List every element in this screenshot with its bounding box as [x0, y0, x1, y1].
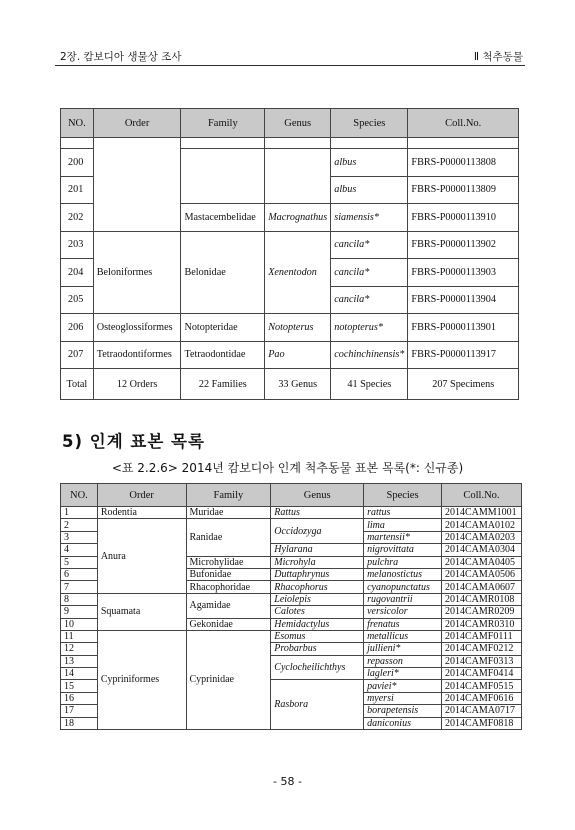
- cell-family: Bufonidae: [186, 568, 271, 580]
- table-row: [61, 519, 522, 531]
- cell-genus: Pao: [265, 341, 331, 369]
- cell-species: rugovantrii: [364, 593, 442, 605]
- cell-collno: 2014CAMA0717: [441, 705, 521, 717]
- cell-no: 200: [61, 149, 94, 177]
- cell-species: albus: [331, 176, 408, 204]
- table-row: [61, 314, 519, 342]
- cell-genus: Rhacophorus: [271, 581, 364, 593]
- table-row: [61, 231, 519, 259]
- col-no: NO.: [61, 484, 98, 507]
- cell-family: Microhylidae: [186, 556, 271, 568]
- cell-species: cancila*: [331, 286, 408, 314]
- cell-collno: 2014CAMF0212: [441, 643, 521, 655]
- col-order: Order: [93, 109, 181, 138]
- cell-collno: 2014CAMF0111: [441, 630, 521, 642]
- table-caption: <표 2.2.6> 2014년 캄보디아 인계 척추동물 표본 목록(*: 신규종): [111, 461, 464, 475]
- total-families: 22 Families: [181, 369, 265, 400]
- cell-no: 12: [61, 643, 98, 655]
- cell-no: 9: [61, 606, 98, 618]
- cell-collno: 2014CAMF0616: [441, 692, 521, 704]
- cell-family: Muridae: [186, 507, 271, 519]
- cell-no: 17: [61, 705, 98, 717]
- cell-family: Gekonidae: [186, 618, 271, 630]
- cell-genus: Notopterus: [265, 314, 331, 342]
- cell-species: versicolor: [364, 606, 442, 618]
- cell-genus: Duttaphrynus: [271, 568, 364, 580]
- table-spacer-row: [61, 138, 519, 149]
- col-genus: Genus: [271, 484, 364, 507]
- cell-no: 5: [61, 556, 98, 568]
- cell-genus: Xenentodon: [265, 231, 331, 314]
- cell-no: 13: [61, 655, 98, 667]
- cell-collno: 2014CAMF0818: [441, 717, 521, 729]
- cell-species: repasson: [364, 655, 442, 667]
- cell-family: Agamidae: [186, 593, 271, 618]
- cell-no: 8: [61, 593, 98, 605]
- col-collno: Coll.No.: [408, 109, 519, 138]
- total-label: Total: [61, 369, 94, 400]
- cell-species: cyanopunctatus: [364, 581, 442, 593]
- cell-order: Tetraodontiformes: [93, 341, 181, 369]
- cell-species: cancila*: [331, 231, 408, 259]
- cell-species: albus: [331, 149, 408, 177]
- cell-collno: FBRS-P0000113904: [408, 286, 519, 314]
- cell-species: paviei*: [364, 680, 442, 692]
- cell-species: borapetensis: [364, 705, 442, 717]
- cell-genus: Macrognathus: [265, 204, 331, 232]
- cell-family: Rhacophoridae: [186, 581, 271, 593]
- table-header-row: [61, 109, 519, 138]
- cell-genus: Esomus: [271, 630, 364, 642]
- total-specimens: 207 Specimens: [408, 369, 519, 400]
- section-title: 5) 인계 표본 목록: [62, 432, 205, 451]
- section-label: Ⅱ 척추동물: [473, 51, 523, 63]
- cell-species: cancila*: [331, 259, 408, 287]
- cell-order: Osteoglossiformes: [93, 314, 181, 342]
- cell-collno: FBRS-P0000113917: [408, 341, 519, 369]
- cell-family: Mastacembelidae: [181, 204, 265, 232]
- cell-collno: 2014CAMF0515: [441, 680, 521, 692]
- cell-family: Cyprinidae: [186, 630, 271, 729]
- cell-species: notopterus*: [331, 314, 408, 342]
- col-no: NO.: [61, 109, 94, 138]
- cell-collno: 2014CAMR0310: [441, 618, 521, 630]
- header-rule: [55, 65, 525, 66]
- table-row: [61, 341, 519, 369]
- page-number: - 58 -: [273, 775, 302, 788]
- cell-no: 202: [61, 204, 94, 232]
- table-total-row: [61, 369, 519, 400]
- cell-species: frenatus: [364, 618, 442, 630]
- cell-no: 207: [61, 341, 94, 369]
- cell-order: Beloniformes: [93, 231, 181, 314]
- col-family: Family: [181, 109, 265, 138]
- cell-species: martensii*: [364, 531, 442, 543]
- cell-collno: 2014CAMA0607: [441, 581, 521, 593]
- cell-collno: 2014CAMR0209: [441, 606, 521, 618]
- cell-genus: Hemidactylus: [271, 618, 364, 630]
- cell-collno: FBRS-P0000113901: [408, 314, 519, 342]
- cell-species: siamensis*: [331, 204, 408, 232]
- cell-genus: Probarbus: [271, 643, 364, 655]
- table-header-row: [61, 484, 522, 507]
- col-species: Species: [331, 109, 408, 138]
- cell-family: Tetraodontidae: [181, 341, 265, 369]
- cell-collno: FBRS-P0000113902: [408, 231, 519, 259]
- cell-species: daniconius: [364, 717, 442, 729]
- cell-collno: 2014CAMA0102: [441, 519, 521, 531]
- col-genus: Genus: [265, 109, 331, 138]
- cell-genus: Leiolepis: [271, 593, 364, 605]
- cell-collno: 2014CAMR0108: [441, 593, 521, 605]
- cell-no: 11: [61, 630, 98, 642]
- cell-family: Ranidae: [186, 519, 271, 556]
- col-family: Family: [186, 484, 271, 507]
- table-row: [61, 507, 522, 519]
- cell-family: Belonidae: [181, 231, 265, 314]
- cell-no: 205: [61, 286, 94, 314]
- cell-no: 7: [61, 581, 98, 593]
- cell-genus: Cyclocheilichthys: [271, 655, 364, 680]
- cell-no: 3: [61, 531, 98, 543]
- specimen-table-2: [60, 483, 522, 730]
- cell-collno: FBRS-P0000113903: [408, 259, 519, 287]
- cell-order: Anura: [97, 519, 186, 593]
- total-orders: 12 Orders: [93, 369, 181, 400]
- table-row: [61, 630, 522, 642]
- cell-no: 18: [61, 717, 98, 729]
- total-genus: 33 Genus: [265, 369, 331, 400]
- cell-collno: 2014CAMA0203: [441, 531, 521, 543]
- cell-no: 15: [61, 680, 98, 692]
- cell-collno: 2014CAMA0405: [441, 556, 521, 568]
- cell-no: 14: [61, 668, 98, 680]
- cell-no: 4: [61, 544, 98, 556]
- cell-species: rattus: [364, 507, 442, 519]
- cell-order: Cypriniformes: [97, 630, 186, 729]
- cell-species: metallicus: [364, 630, 442, 642]
- cell-species: nigrovittata: [364, 544, 442, 556]
- cell-no: 1: [61, 507, 98, 519]
- cell-no: 204: [61, 259, 94, 287]
- chapter-title: 2장. 캄보디아 생물상 조사: [60, 51, 182, 63]
- col-collno: Coll.No.: [441, 484, 521, 507]
- page-header: [55, 46, 525, 66]
- cell-family: Notopteridae: [181, 314, 265, 342]
- cell-genus: Calotes: [271, 606, 364, 618]
- cell-species: cochinchinensis*: [331, 341, 408, 369]
- table-row: [61, 593, 522, 605]
- cell-collno: FBRS-P0000113809: [408, 176, 519, 204]
- cell-species: jullieni*: [364, 643, 442, 655]
- cell-genus: Rasbora: [271, 680, 364, 730]
- specimen-table-1: [60, 108, 519, 400]
- cell-species: melanostictus: [364, 568, 442, 580]
- cell-collno: FBRS-P0000113808: [408, 149, 519, 177]
- cell-collno: 2014CAMA0304: [441, 544, 521, 556]
- cell-no: 206: [61, 314, 94, 342]
- total-species: 41 Species: [331, 369, 408, 400]
- cell-species: lagleri*: [364, 668, 442, 680]
- cell-species: myersi: [364, 692, 442, 704]
- cell-no: 6: [61, 568, 98, 580]
- cell-species: pulchra: [364, 556, 442, 568]
- cell-no: 201: [61, 176, 94, 204]
- col-order: Order: [97, 484, 186, 507]
- cell-genus: Microhyla: [271, 556, 364, 568]
- cell-no: 203: [61, 231, 94, 259]
- cell-collno: FBRS-P0000113910: [408, 204, 519, 232]
- cell-genus: Hylarana: [271, 544, 364, 556]
- cell-no: 2: [61, 519, 98, 531]
- cell-species: lima: [364, 519, 442, 531]
- cell-collno: 2014CAMF0414: [441, 668, 521, 680]
- cell-no: 10: [61, 618, 98, 630]
- cell-no: 16: [61, 692, 98, 704]
- col-species: Species: [364, 484, 442, 507]
- cell-collno: 2014CAMF0313: [441, 655, 521, 667]
- cell-genus: Occidozyga: [271, 519, 364, 544]
- cell-collno: 2014CAMM1001: [441, 507, 521, 519]
- cell-order: Squamata: [97, 593, 186, 630]
- cell-collno: 2014CAMA0506: [441, 568, 521, 580]
- cell-genus: Rattus: [271, 507, 364, 519]
- cell-order: Rodentia: [97, 507, 186, 519]
